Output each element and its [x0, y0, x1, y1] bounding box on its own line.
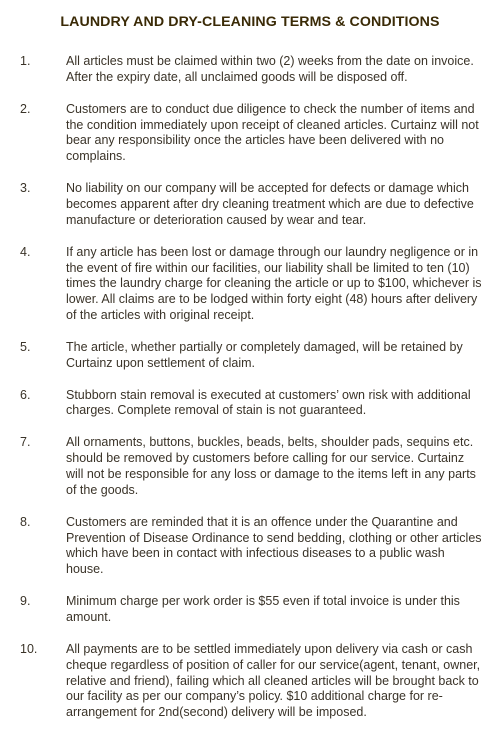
- term-text: The article, whether partially or completely damaged, will be retained by Curtainz upon settlement of claim.: [66, 339, 463, 370]
- term-item-4: [8, 245, 492, 324]
- term-item-2: [8, 102, 492, 165]
- term-text: No liability on our company will be accepted for defects or damage which becomes apparent after dry cleaning treatment which are due to defective manufacture or deterioration caused by wear and tear.: [66, 181, 474, 227]
- term-number: 8.: [20, 514, 31, 529]
- term-item-9: [8, 594, 492, 626]
- term-number: 5.: [20, 339, 31, 354]
- term-text: Minimum charge per work order is $55 even if total invoice is under this amount.: [66, 594, 460, 625]
- term-text: If any article has been lost or damage through our laundry negligence or in the event of fire within our facilities, our liability shall be limited to ten (10) times the laundry charge for cleaning the article or up to $100, whichever is lower. All claims are to be lodged within forty eight (48) hours after delivery of the articles with original receipt.: [66, 244, 482, 322]
- term-number: 4.: [20, 244, 31, 259]
- term-text: All articles must be claimed within two (2) weeks from the date on invoice. After the expiry date, all unclaimed goods will be disposed off.: [66, 54, 474, 84]
- term-number: 2.: [20, 101, 31, 116]
- term-number: 3.: [20, 181, 31, 196]
- term-item-1: [8, 54, 492, 86]
- document-title: LAUNDRY AND DRY-CLEANING TERMS & CONDITIONS: [60, 14, 440, 30]
- term-number: 6.: [20, 387, 31, 402]
- term-item-7: [8, 435, 492, 498]
- term-item-10: [8, 642, 492, 721]
- term-text: All payments are to be settled immediately upon delivery via cash or cash cheque regardless of position of caller for our service(agent, tenant, owner, relative and friend), failing which all cleaned articles will be brought back to our facility as per our company’s policy. $10 additional charge for re-arrangement for 2nd(second) delivery will be imposed.: [66, 642, 481, 720]
- term-item-5: [8, 340, 492, 372]
- term-item-6: [8, 388, 492, 420]
- term-text: Customers are reminded that it is an offence under the Quarantine and Prevention of Disease Ordinance to send bedding, clothing or other articles which have been in contact with infectious diseases to a public wash house.: [66, 514, 482, 577]
- term-number: 1.: [20, 54, 31, 68]
- term-text: Stubborn stain removal is executed at customers’ own risk with additional charges. Complete removal of stain is not guaranteed.: [66, 387, 471, 418]
- term-item-3: [8, 181, 492, 228]
- term-number: 9.: [20, 594, 31, 609]
- term-number: 7.: [20, 435, 31, 450]
- term-text: Customers are to conduct due diligence to check the number of items and the condition immediately upon receipt of cleaned articles. Curtainz will not bear any responsibility once the articles have been delivered with no complains.: [66, 101, 479, 164]
- terms-list: [8, 54, 492, 721]
- term-item-8: [8, 515, 492, 578]
- term-text: All ornaments, buttons, buckles, beads, belts, shoulder pads, sequins etc. should be removed by customers before calling for our service. Curtainz will not be responsible for any loss or damage to the items left in any parts of the goods.: [66, 435, 476, 497]
- term-number: 10.: [20, 642, 38, 656]
